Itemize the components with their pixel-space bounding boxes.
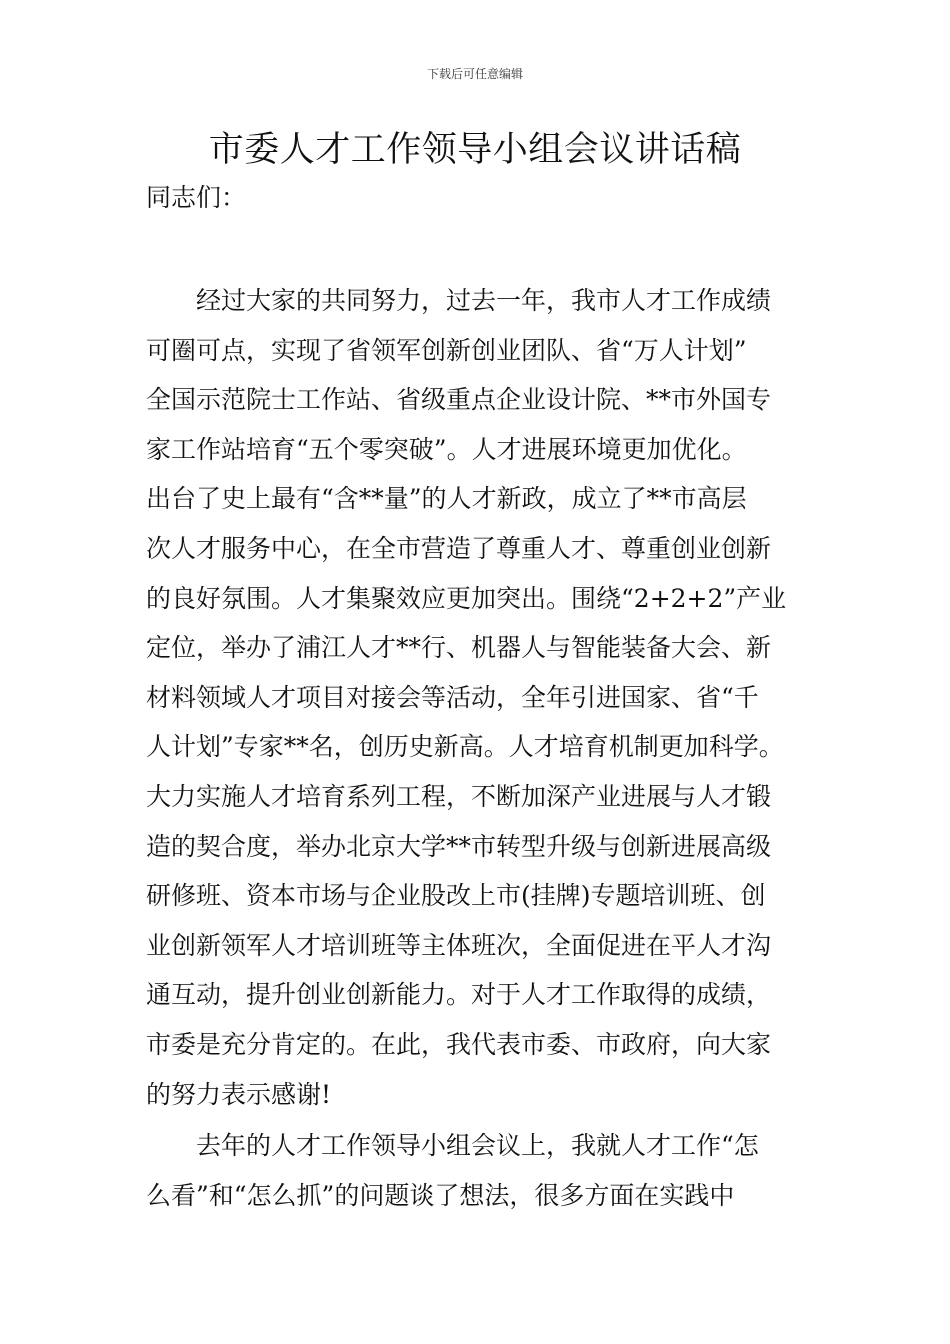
- text-line: 人计划”专家**名，创历史新高。人才培育机制更加科学。: [146, 732, 784, 762]
- text-line: 么看”和“怎么抓”的问题谈了想法，很多方面在实践中: [146, 1180, 735, 1210]
- text-line: 经过大家的共同努力，过去一年，我市人才工作成绩: [146, 286, 772, 315]
- text-line: 造的契合度，举办北京大学**市转型升级与创新进展高级: [146, 831, 772, 861]
- document-title: 市委人才工作领导小组会议讲话稿: [208, 130, 742, 170]
- text-line: 通互动，提升创业创新能力。对于人才工作取得的成绩，: [146, 980, 772, 1010]
- text-line: 次人才服务中心，在全市营造了尊重人才、尊重创业创新: [146, 533, 772, 563]
- text-line: 出台了史上最有“含**量”的人才新政，成立了**市高层: [146, 484, 747, 514]
- text-line: 业创新领军人才培训班等主体班次，全面促进在平人才沟: [146, 930, 772, 960]
- text-line: 市委是充分肯定的。在此，我代表市委、市政府，向大家: [146, 1029, 772, 1059]
- text-line: 的努力表示感谢!: [146, 1079, 332, 1109]
- paragraph-2: [146, 1121, 821, 1220]
- text-line: 全国示范院士工作站、省级重点企业设计院、**市外国专: [146, 385, 772, 415]
- text-line: 定位，举办了浦江人才**行、机器人与智能装备大会、新: [146, 633, 772, 663]
- text-line: 的良好氛围。人才集聚效应更加突出。围绕“2+2+2”产业: [146, 583, 787, 613]
- header-note: 下载后可任意编辑: [426, 67, 523, 81]
- text-line: 可圈可点，实现了省领军创新创业团队、省“万人计划”: [146, 335, 747, 365]
- paragraph-1: [146, 276, 821, 1119]
- text-line: 研修班、资本市场与企业股改上市(挂牌)专题培训班、创: [146, 881, 766, 911]
- text-line: 大力实施人才培育系列工程，不断加深产业进展与人才锻: [146, 781, 772, 811]
- text-line: 材料领域人才项目对接会等活动，全年引进国家、省“千: [146, 682, 759, 712]
- text-line: 家工作站培育“五个零突破”。人才进展环境更加优化。: [146, 434, 747, 464]
- salutation: 同志们：: [146, 183, 247, 212]
- text-line: 去年的人才工作领导小组会议上，我就人才工作“怎: [146, 1131, 759, 1160]
